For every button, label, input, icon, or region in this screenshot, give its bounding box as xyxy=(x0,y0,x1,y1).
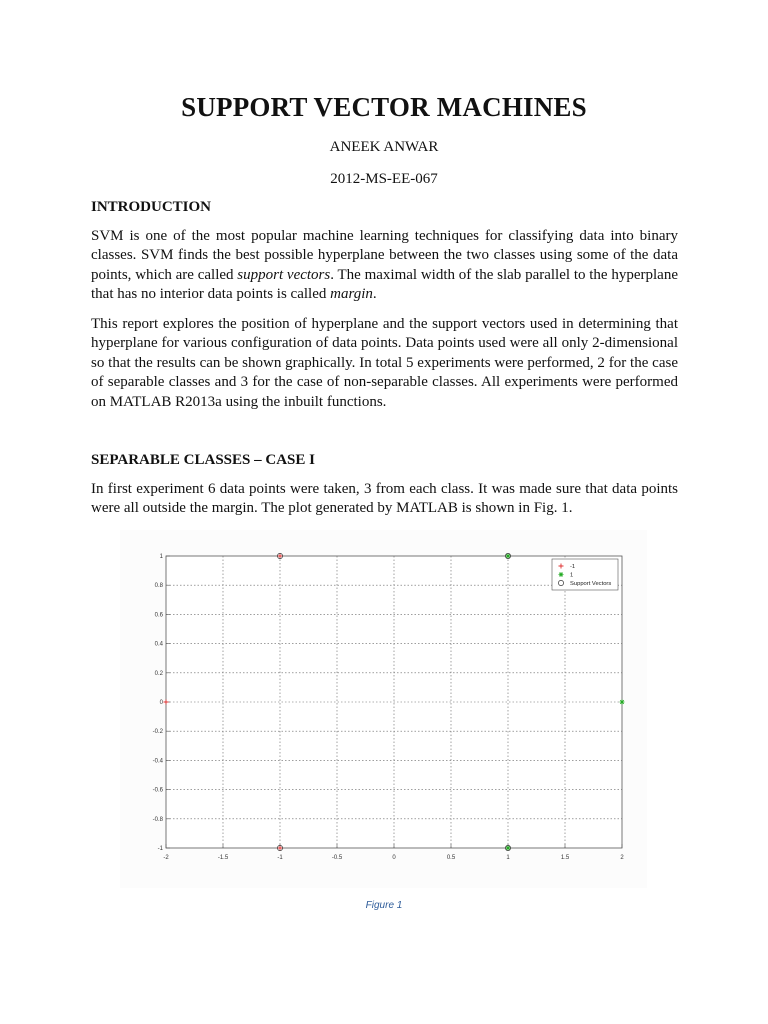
legend-label: Support Vectors xyxy=(570,581,612,588)
x-tick-label: -1 xyxy=(277,855,283,861)
legend-marker xyxy=(559,572,564,577)
intro-p1-text-c: . The maximal width of the slab parallel to the hyperplane that has no interior data points is called xyxy=(91,266,678,303)
figure-caption: Figure 1 xyxy=(365,900,403,911)
legend-label: -1 xyxy=(570,564,576,571)
x-tick-label: -2 xyxy=(163,855,169,861)
figure-1 xyxy=(120,530,647,888)
section-heading-separable-case-1: SEPARABLE CLASSES – CASE I xyxy=(91,452,315,468)
chart-legend xyxy=(552,559,618,590)
intro-paragraph-1 xyxy=(91,227,678,305)
author-name: ANEEK ANWAR xyxy=(329,139,439,155)
x-tick-label: 1.5 xyxy=(560,855,570,861)
svm-scatter-chart xyxy=(120,530,647,888)
x-tick-label: -1.5 xyxy=(217,855,229,861)
y-tick-label: 1 xyxy=(159,554,163,560)
separable-paragraph-1: In first experiment 6 data points were taken, 3 from each class. It was made sure that data points were all outside the margin. The plot generated by MATLAB is shown in Fig. 1. xyxy=(91,481,678,517)
term-margin: margin xyxy=(330,286,373,303)
y-tick-label: -0.6 xyxy=(152,787,163,794)
data-point xyxy=(620,700,625,705)
y-tick-label: -0.2 xyxy=(152,729,163,736)
document-title: SUPPORT VECTOR MACHINES xyxy=(181,92,587,122)
y-tick-label: 0.8 xyxy=(154,583,163,590)
x-tick-label: 0.5 xyxy=(446,855,456,861)
y-tick-label: 0.6 xyxy=(154,612,163,619)
section-heading-introduction: INTRODUCTION xyxy=(91,199,212,215)
y-tick-label: 0 xyxy=(159,700,163,706)
y-tick-label: -1 xyxy=(157,846,163,852)
intro-p1-text-a: SVM is one of the most popular machine learning techniques for classifying data into binary classes. SVM finds the best possible hyperplane between the two classes using some of the data points, which are called xyxy=(91,228,678,283)
term-support-vectors: support vectors xyxy=(237,266,331,283)
y-tick-label: 0.2 xyxy=(154,670,163,677)
roll-number: 2012-MS-EE-067 xyxy=(330,171,438,187)
x-tick-label: 1 xyxy=(506,855,510,861)
x-tick-label: 0 xyxy=(392,855,396,861)
intro-p1-text-e: . xyxy=(372,286,377,303)
intro-paragraph-2: This report explores the position of hyperplane and the support vectors used in determining that hyperplane for various configuration of data points. Data points used were all only 2-dimensional so that the results can be shown graphically. In total 5 experiments were performed, 2 for the case of separable classes and 3 for the case of non-separable classes. All experiments were performed on MATLAB R2013a using the inbuilt functions. xyxy=(91,316,678,410)
legend-label: 1 xyxy=(570,572,574,579)
y-tick-label: -0.4 xyxy=(152,758,163,765)
y-tick-label: 0.4 xyxy=(154,641,163,648)
x-tick-label: -0.5 xyxy=(331,855,343,861)
y-tick-label: -0.8 xyxy=(152,816,163,823)
x-tick-label: 2 xyxy=(620,855,624,861)
